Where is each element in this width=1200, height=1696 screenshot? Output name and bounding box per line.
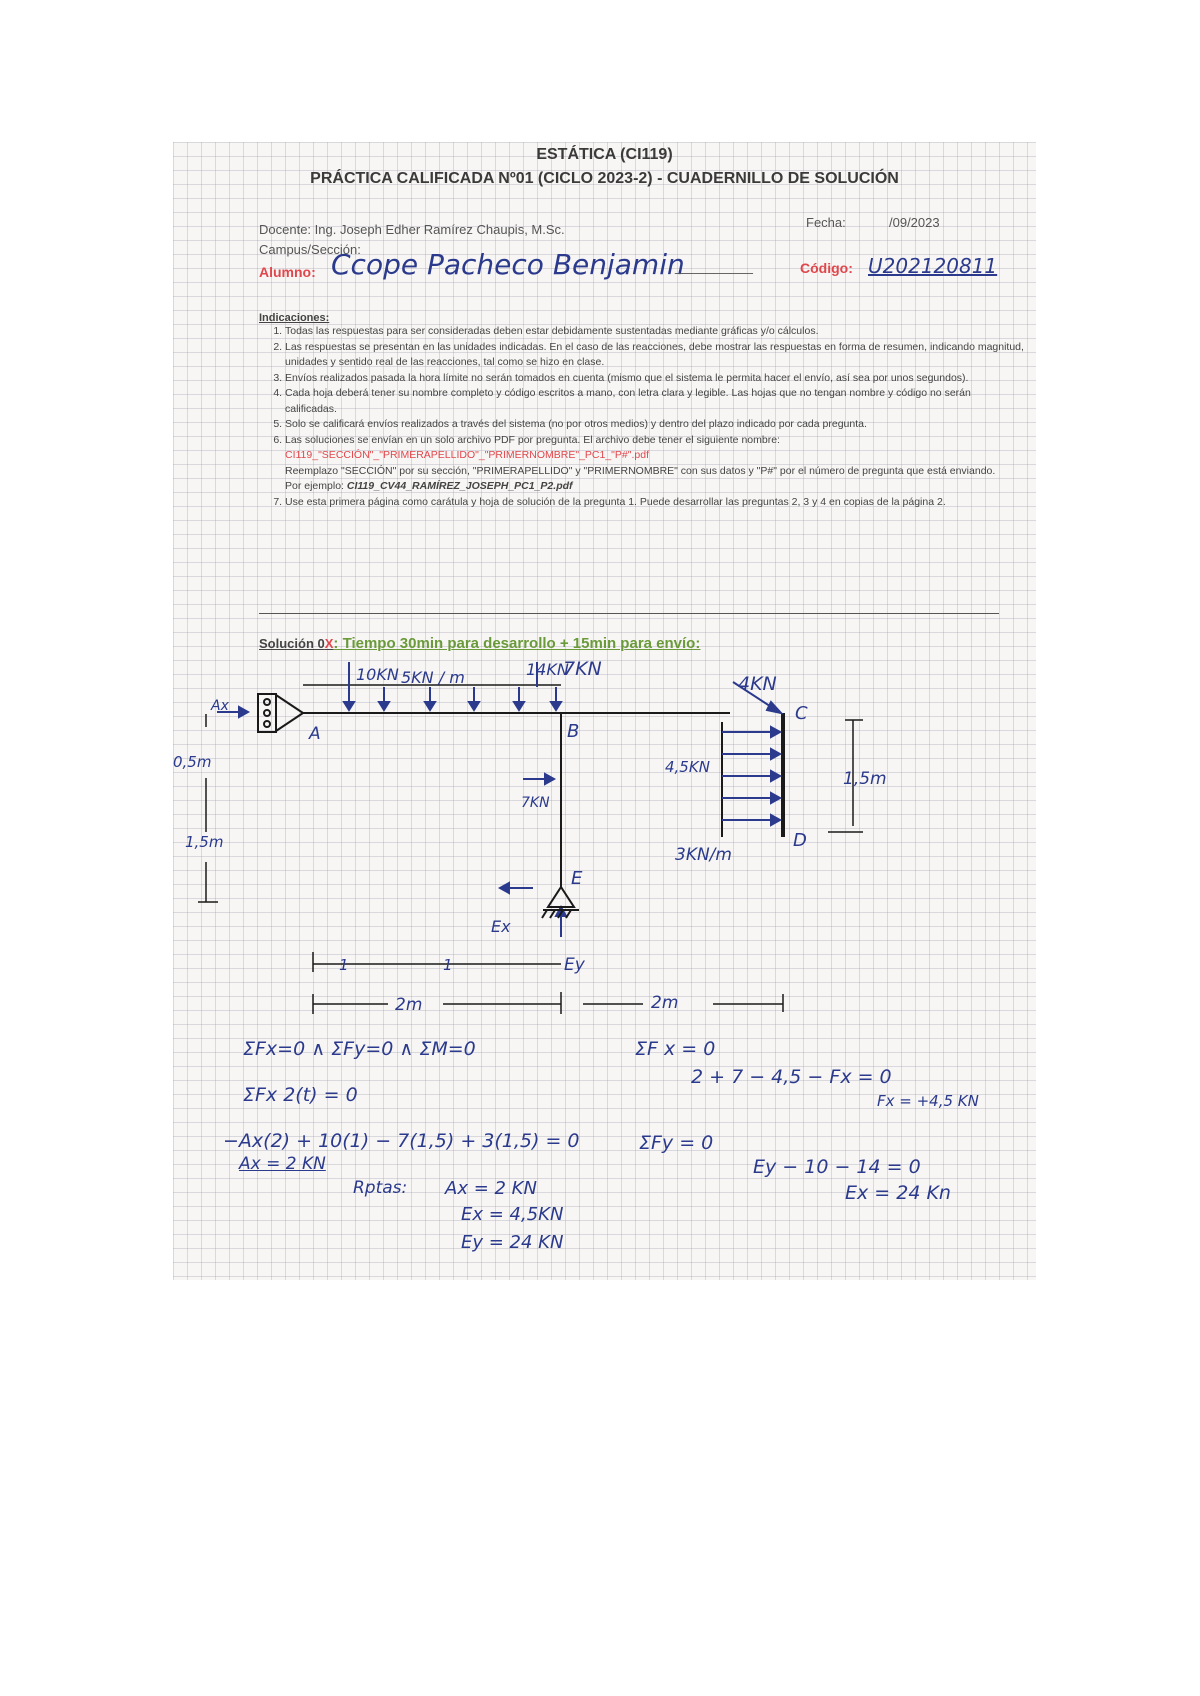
- label-7kn-top: 7KN: [563, 658, 602, 680]
- label-ey: Ey: [564, 955, 585, 975]
- rpta-ex: Ex = 4,5KN: [461, 1204, 564, 1225]
- course-title: ESTÁTICA (CI119): [536, 146, 673, 163]
- codigo-value: U202120811: [868, 254, 998, 278]
- label-10kn: 10KN: [356, 665, 399, 684]
- label-e: E: [571, 868, 583, 889]
- label-14kn: 14KN: [526, 660, 569, 679]
- codigo-label: Código:: [800, 260, 853, 276]
- label-4kn: 4KN: [738, 673, 777, 695]
- fecha-label: Fecha:: [806, 215, 846, 230]
- campus-label: Campus/Sección:: [259, 242, 361, 257]
- label-5kn-m: 5KN / m: [401, 668, 465, 687]
- filename-format: CI119_"SECCIÓN"_"PRIMERAPELLIDO"_"PRIMERNOMBRE"_PC1_"P#".pdf: [285, 449, 649, 461]
- indication-item: 2. Las respuestas se presentan en las unidades indicadas. En el caso de las reacciones, debe mostrar las respuestas en forma de resumen, indicando magnitud, unidades y sentido real de las reacciones, tal como se hizo en clase.: [285, 340, 1025, 371]
- calc-sumfy: ΣFy = 0: [639, 1132, 714, 1154]
- support-a: [258, 694, 303, 732]
- indication-item: 3. Envíos realizados pasada la hora límite no serán tomados en cuenta (mismo que el sistema le permita hacer el envío, así sea por unos segundos).: [285, 371, 1025, 387]
- solution-time: : Tiempo 30min para desarrollo + 15min para envío:: [333, 635, 701, 652]
- calc-ax: Ax = 2 KN: [239, 1154, 326, 1174]
- rpta-label: Rptas:: [353, 1178, 408, 1198]
- calc-equilibrium: ΣFx=0 ∧ ΣFy=0 ∧ ΣM=0: [243, 1038, 476, 1060]
- calc-fx-result: Fx = +4,5 KN: [877, 1092, 979, 1110]
- indication-item: 1. Todas las respuestas para ser consideradas deben estar debidamente sustentadas mediante gráficas y/o cálculos.: [285, 324, 1025, 340]
- calc-sumfx: ΣFx 2(t) = 0: [243, 1084, 358, 1106]
- example-label: Por ejemplo:: [285, 480, 347, 492]
- label-dim-2m-b: 2m: [651, 993, 679, 1013]
- label-dim-2m-a: 2m: [395, 995, 423, 1015]
- label-c: C: [795, 703, 808, 724]
- indication-6-replace: Reemplazo "SECCIÓN" por su sección, "PRIMERAPELLIDO" y "PRIMERNOMBRE" con sus datos y "P#" por el número de pregunta que está enviando.: [285, 464, 996, 477]
- solution-label: Solución 0: [259, 636, 325, 651]
- label-b: B: [567, 721, 580, 742]
- alumno-label: Alumno:: [259, 264, 316, 280]
- exam-title: PRÁCTICA CALIFICADA Nº01 (CICLO 2023-2) - CUADERNILLO DE SOLUCIÓN: [310, 170, 899, 187]
- example-filename: CI119_CV44_RAMÍREZ_JOSEPH_PC1_P2.pdf: [346, 480, 573, 492]
- calc-ey-result: Ex = 24 Kn: [845, 1182, 951, 1204]
- indication-item: 7. Use esta primera página como carátula y hoja de solución de la pregunta 1. Puede desarrollar las preguntas 2, 3 y 4 en copias de la página 2.: [285, 495, 1025, 511]
- label-7kn-mid: 7KN: [521, 795, 550, 811]
- label-a: A: [309, 724, 321, 744]
- label-15m-left: 1,5m: [185, 833, 224, 851]
- solution-sheet: [173, 142, 1036, 1280]
- indication-item: 5. Solo se calificará envíos realizados a través del sistema (no por otros medios) y dentro del plazo indicado por cada pregunta.: [285, 417, 1025, 433]
- rpta-ax: Ax = 2 KN: [445, 1178, 537, 1199]
- calc-sumfx-right: ΣF x = 0: [635, 1038, 716, 1060]
- calc-ey: Ey − 10 − 14 = 0: [753, 1156, 921, 1178]
- calc-moment: −Ax(2) + 10(1) − 7(1,5) + 3(1,5) = 0: [223, 1130, 580, 1152]
- label-15m-right: 1,5m: [843, 769, 887, 789]
- point-load-arrows: [217, 662, 781, 937]
- calc-fx: 2 + 7 − 4,5 − Fx = 0: [691, 1066, 892, 1088]
- solution-x: X: [324, 636, 334, 651]
- indication-item: 4. Cada hoja deberá tener su nombre completo y código escritos a mano, con letra clara y legible. Las hojas que no tengan nombre y código no serán calificadas.: [285, 386, 1025, 417]
- label-05m: 0,5m: [173, 753, 212, 771]
- label-ex: Ex: [491, 917, 511, 936]
- rpta-ey: Ey = 24 KN: [461, 1232, 564, 1253]
- label-3kn-m: 3KN/m: [675, 845, 732, 865]
- label-ax: Ax: [211, 698, 229, 714]
- label-d: D: [793, 830, 807, 851]
- label-dim-1b: 1: [443, 956, 453, 974]
- label-dim-1a: 1: [339, 956, 349, 974]
- support-e: [542, 887, 579, 918]
- label-45kn: 4,5KN: [665, 758, 710, 776]
- docente-label: Docente: Ing. Joseph Edher Ramírez Chaupis, M.Sc.: [259, 222, 565, 237]
- fecha-value: /09/2023: [889, 215, 940, 230]
- dist-load-arrows: [344, 687, 561, 710]
- lateral-load-arrows: [722, 722, 780, 837]
- alumno-name: Ccope Pacheco Benjamin: [331, 248, 685, 281]
- dimension-lines: [198, 714, 863, 1014]
- alumno-underline: __________: [675, 258, 753, 274]
- indications-title: Indicaciones:: [259, 312, 330, 324]
- indication-6-main: Las soluciones se envían en un solo archivo PDF por pregunta. El archivo debe tener el siguiente nombre:: [285, 433, 780, 446]
